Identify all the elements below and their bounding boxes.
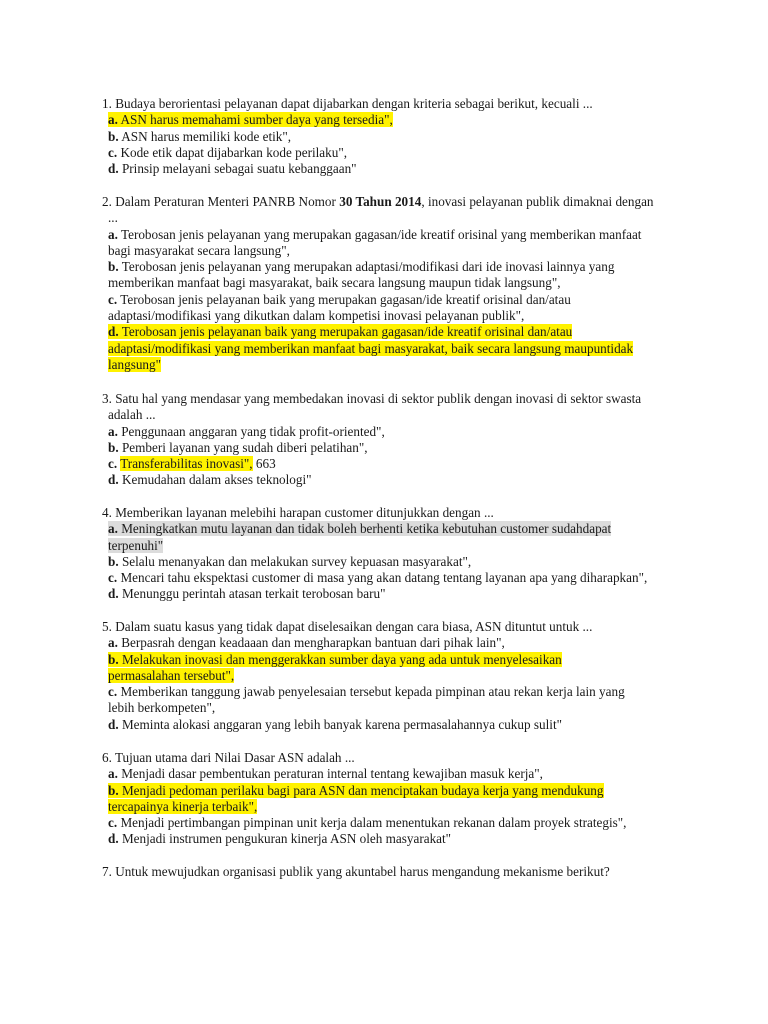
option-b-continuation: permasalahan tersebut", <box>108 667 235 683</box>
option-b: b. Selalu menanyakan dan melakukan survey kepuasan masyarakat", <box>108 553 472 569</box>
option-a: a. Menjadi dasar pembentukan peraturan internal tentang kewajiban masuk kerja", <box>108 766 543 782</box>
question-7 <box>102 864 672 880</box>
option-c: c. Memberikan tanggung jawab penyelesaian tersebut kepada pimpinan atau rekan kerja lain yang <box>108 684 625 700</box>
option-a-continuation: bagi masyarakat secara langsung", <box>108 242 290 258</box>
question-4 <box>102 505 672 603</box>
option-b: b. Melakukan inovasi dan menggerakkan sumber daya yang ada untuk menyelesaikan <box>108 651 562 667</box>
option-a: a. Meningkatkan mutu layanan dan tidak boleh berhenti ketika kebutuhan customer sudahdapat <box>108 521 612 537</box>
question-stem: 7. Untuk mewujudkan organisasi publik yang akuntabel harus mengandung mekanisme berikut? <box>102 864 610 879</box>
option-b: b. Pemberi layanan yang sudah diberi pelatihan", <box>108 439 368 455</box>
question-stem: 4. Memberikan layanan melebihi harapan customer ditunjukkan dengan ... <box>102 505 494 520</box>
option-d: d. Terobosan jenis pelayanan baik yang merupakan gagasan/ide kreatif orisinal dan/atau <box>108 324 573 340</box>
option-b: b. Terobosan jenis pelayanan yang merupakan adaptasi/modifikasi dari ide inovasi lainnya yang <box>108 259 615 275</box>
option-d-continuation: adaptasi/modifikasi yang memberikan manfaat bagi masyarakat, baik secara langsung maupuntidak <box>108 340 634 356</box>
option-c: c. Terobosan jenis pelayanan baik yang merupakan gagasan/ide kreatif orisinal dan/atau <box>108 291 571 307</box>
option-d: d. Prinsip melayani sebagai suatu kebanggaan" <box>108 161 357 177</box>
question-2 <box>102 194 672 373</box>
option-a: a. ASN harus memahami sumber daya yang tersedia", <box>108 112 393 128</box>
option-d: d. Kemudahan dalam akses teknologi" <box>108 472 312 488</box>
question-stem: 1. Budaya berorientasi pelayanan dapat dijabarkan dengan kriteria sebagai berikut, kecuali ... <box>102 96 593 111</box>
option-c: c. Menjadi pertimbangan pimpinan unit kerja dalam menentukan rekanan dalam proyek strategis", <box>108 815 627 831</box>
option-a: a. Berpasrah dengan keadaaan dan mengharapkan bantuan dari pihak lain", <box>108 635 505 651</box>
question-stem: 6. Tujuan utama dari Nilai Dasar ASN adalah ... <box>102 750 355 765</box>
option-b: b. ASN harus memiliki kode etik", <box>108 128 292 144</box>
question-1 <box>102 96 672 177</box>
option-d: d. Menjadi instrumen pengukuran kinerja ASN oleh masyarakat" <box>108 831 452 847</box>
option-c-continuation: lebih berkompeten", <box>108 700 216 716</box>
question-5 <box>102 619 672 733</box>
option-a: a. Terobosan jenis pelayanan yang merupakan gagasan/ide kreatif orisinal yang memberikan manfaat <box>108 226 642 242</box>
option-d-continuation: langsung" <box>108 356 162 372</box>
option-b-continuation: memberikan manfaat bagi masyarakat, baik secara langsung maupun tidak langsung", <box>108 275 561 291</box>
option-d: d. Menunggu perintah atasan terkait terobosan baru" <box>108 586 386 602</box>
question-3 <box>102 391 672 489</box>
question-stem: 2. Dalam Peraturan Menteri PANRB Nomor 30 Tahun 2014, inovasi pelayanan publik dimaknai dengan <box>102 194 654 209</box>
option-c: c. Mencari tahu ekspektasi customer di masa yang akan datang tentang layanan apa yang diharapkan", <box>108 570 648 586</box>
option-b: b. Menjadi pedoman perilaku bagi para ASN dan menciptakan budaya kerja yang mendukung <box>108 782 604 798</box>
question-6 <box>102 750 672 848</box>
option-d: d. Meminta alokasi anggaran yang lebih banyak karena permasalahannya cukup sulit" <box>108 716 562 732</box>
option-c: c. Transferabilitas inovasi", 663 <box>108 456 276 472</box>
option-a-continuation: terpenuhi" <box>108 537 164 553</box>
question-stem-continuation: ... <box>108 210 118 226</box>
option-b-continuation: tercapainya kinerja terbaik", <box>108 798 258 814</box>
question-stem: 3. Satu hal yang mendasar yang membedakan inovasi di sektor publik dengan inovasi di sektor swasta <box>102 391 642 406</box>
option-c: c. Kode etik dapat dijabarkan kode perilaku", <box>108 144 348 160</box>
question-stem-continuation: adalah ... <box>108 407 156 423</box>
option-c-continuation: adaptasi/modifikasi yang dikutkan dalam kompetisi inovasi pelayanan publik", <box>108 308 525 324</box>
option-a: a. Penggunaan anggaran yang tidak profit-oriented", <box>108 423 385 439</box>
question-stem: 5. Dalam suatu kasus yang tidak dapat diselesaikan dengan cara biasa, ASN dituntut untuk ... <box>102 619 593 634</box>
